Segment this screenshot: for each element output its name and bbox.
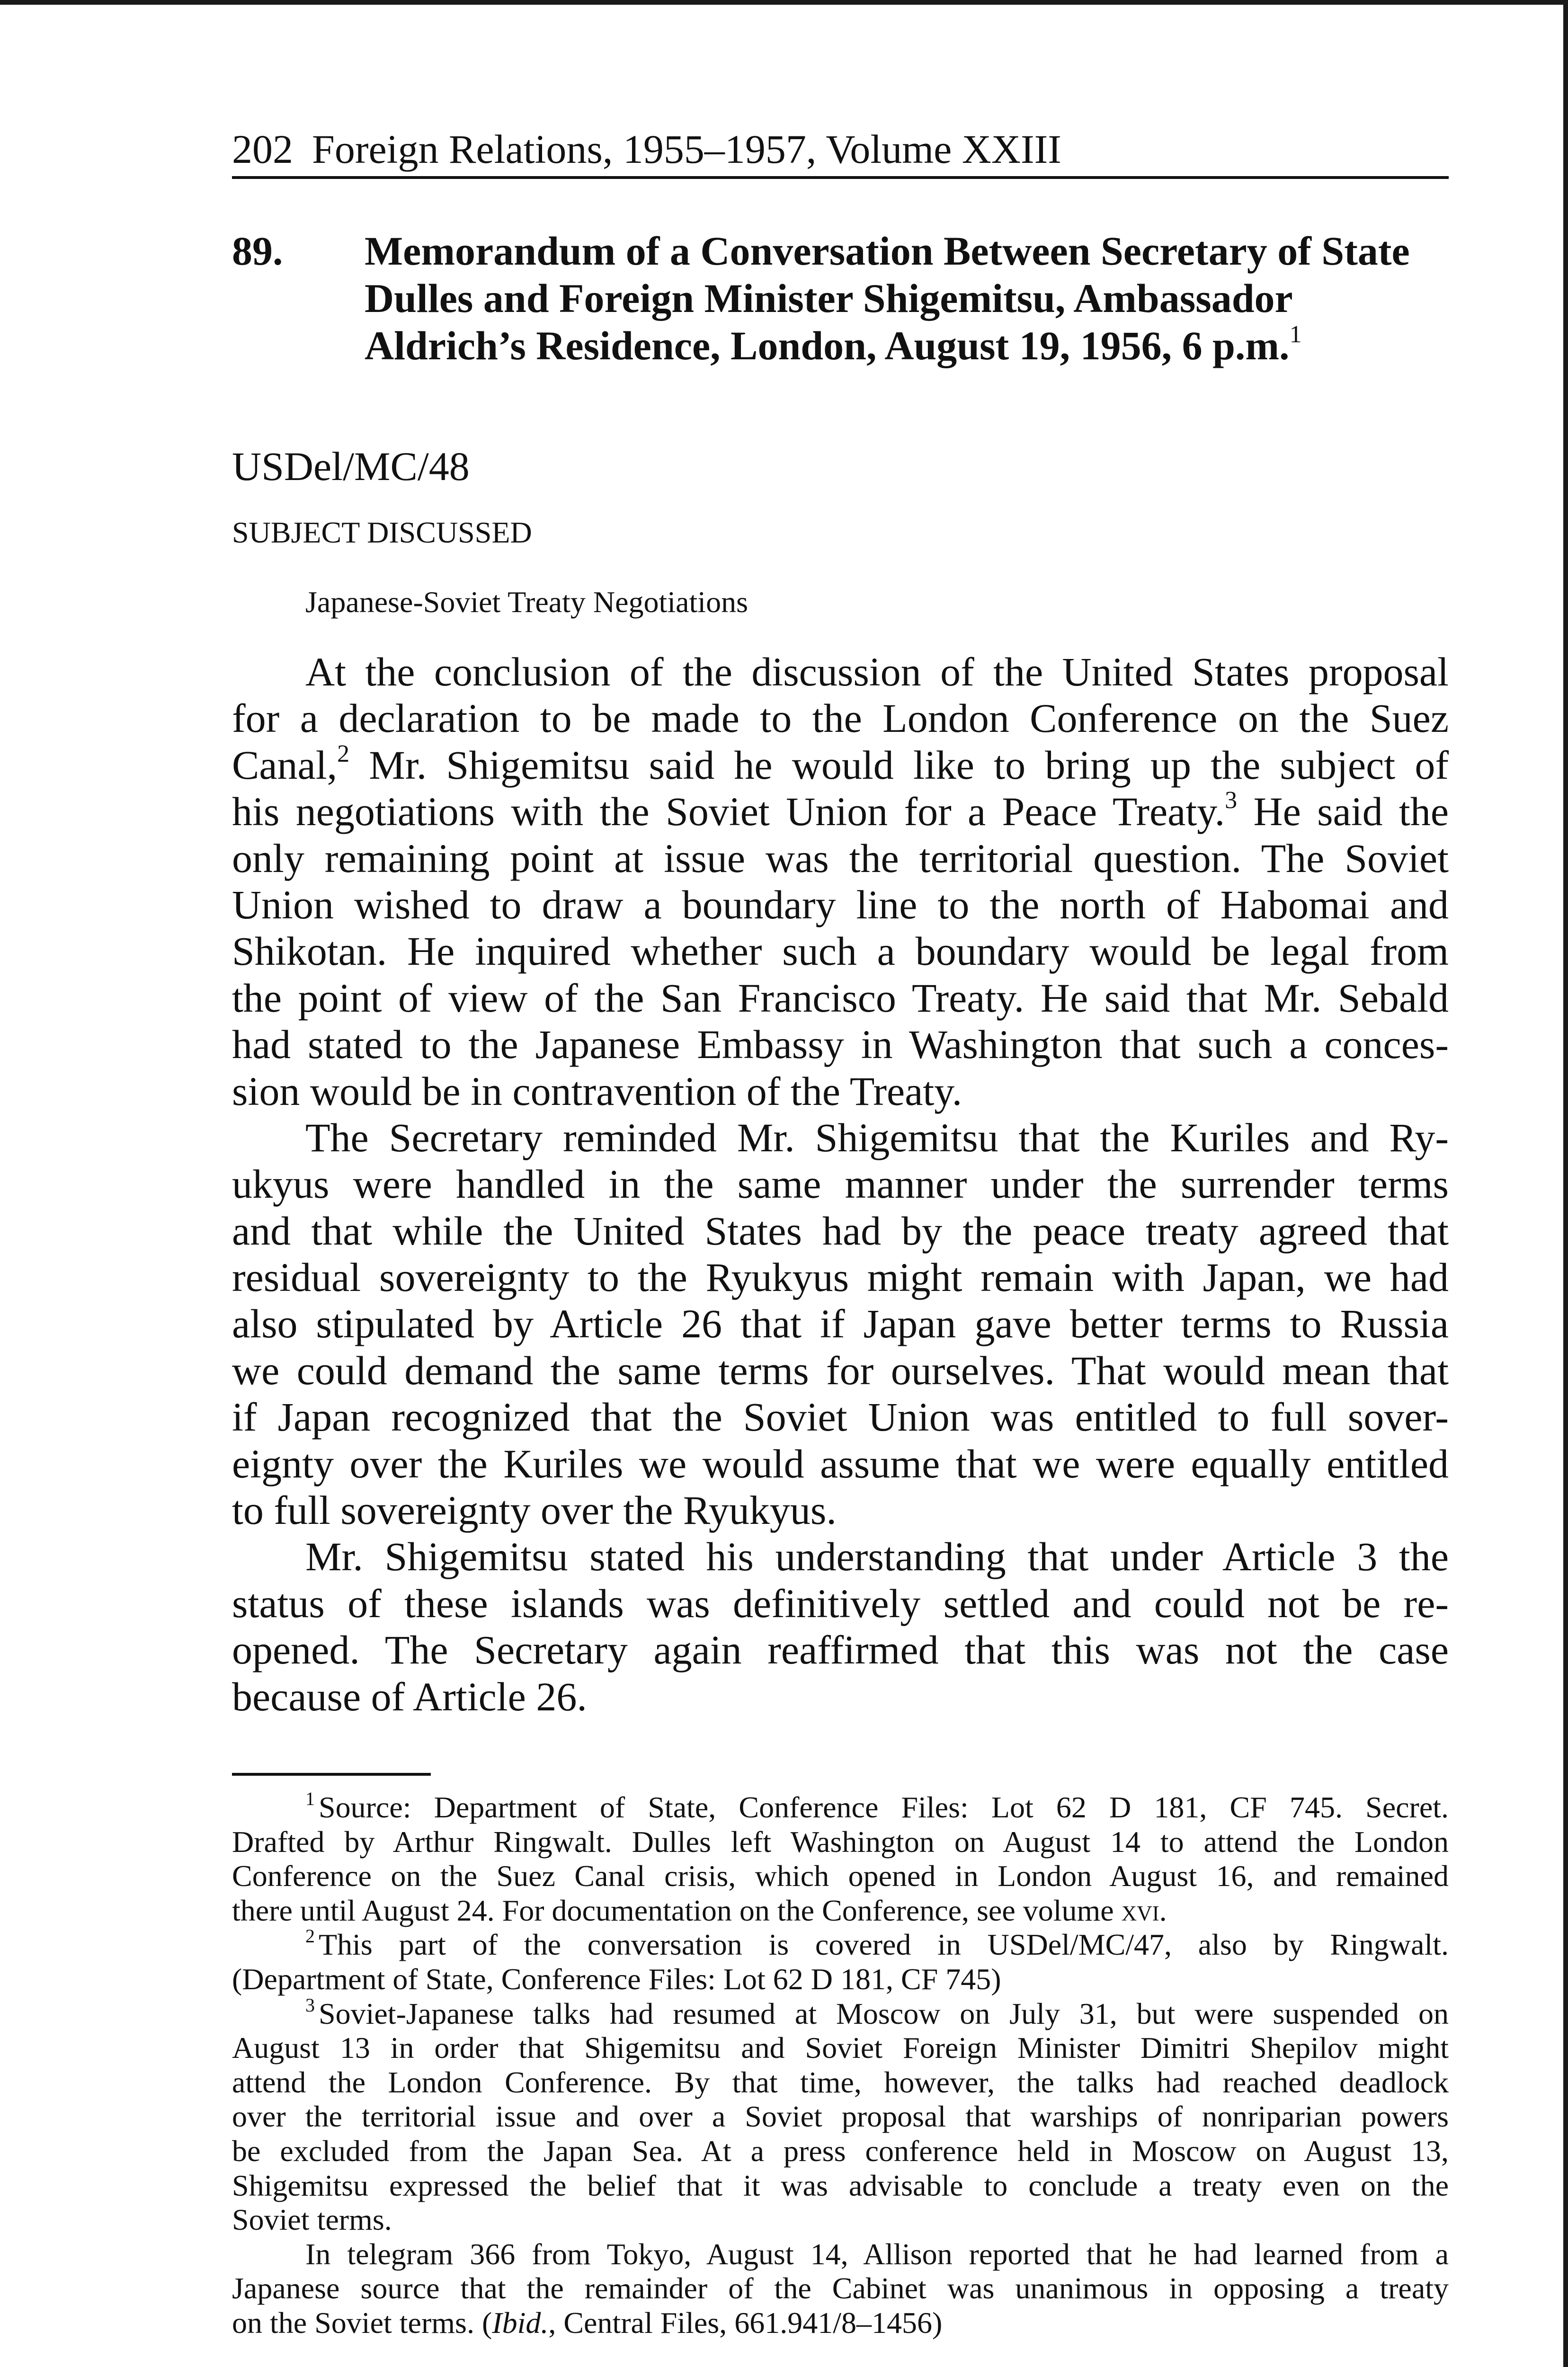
footnote-line: Soviet terms. [232, 2203, 392, 2237]
footnote-line: Shigemitsu expressed the belief that it was advisable to conclude a treaty even on the [232, 2168, 1449, 2202]
body-line: Shikotan. He inquired whether such a boundary would be legal from [232, 928, 1449, 974]
body-line: only remaining point at issue was the territorial question. The Soviet [232, 835, 1449, 881]
body-line: sion would be in contravention of the Treaty. [232, 1068, 962, 1114]
footnote-text: there until August 24. For documentation on the Conference, see volume [232, 1893, 1114, 1927]
title-line-text: Aldrich’s Residence, London, August 19, 1956, 6 p.m. [365, 323, 1290, 368]
footnote-line [232, 1928, 1449, 1962]
footnote-ref: 2 [337, 741, 350, 767]
body-line: to full sovereignty over the Ryukyus. [232, 1487, 837, 1533]
body-line: eignty over the Kuriles we would assume that we were equally entitled [232, 1441, 1449, 1486]
footnote-line [232, 2306, 1449, 2340]
footnote-line: In telegram 366 from Tokyo, August 14, Allison reported that he had learned from a [305, 2237, 1449, 2271]
body-line [232, 742, 1449, 788]
document-title [365, 227, 1453, 369]
scan-border-right [1563, 0, 1568, 2367]
footnote-text: This part of the conversation is covered in USDel/MC/47, also by Ringwalt. [319, 1928, 1449, 1962]
series-title: Foreign Relations, 1955–1957, Volume XXIII [312, 126, 1061, 172]
footnote-line [232, 1997, 1449, 2031]
footnote-line: August 13 in order that Shigemitsu and Soviet Foreign Minister Dimitri Shepilov might [232, 2031, 1449, 2065]
body-line: Union wished to draw a boundary line to the north of Habomai and [232, 881, 1449, 927]
footnote-line: over the territorial issue and over a Soviet proposal that warships of nonriparian powers [232, 2100, 1449, 2134]
body-text-run: his negotiations with the Soviet Union for a Peace Treaty. [232, 789, 1225, 835]
footnotes [232, 1790, 1449, 2340]
footnote-mark: 3 [305, 1996, 315, 2016]
body-line: if Japan recognized that the Soviet Union was entitled to full sover- [232, 1394, 1449, 1440]
page-number: 202 [232, 126, 293, 172]
footnote-line: Japanese source that the remainder of the Cabinet was unanimous in opposing a treaty [232, 2271, 1449, 2305]
document-number: 89. [232, 228, 283, 274]
scan-border-top [0, 0, 1568, 5]
footnote-line [232, 1894, 1449, 1928]
volume-numeral: xvi. [1121, 1893, 1167, 1927]
body-line [232, 788, 1449, 835]
subject-label: SUBJECT DISCUSSED [232, 516, 532, 549]
footnote-text: Soviet-Japanese talks had resumed at Moscow on July 31, but were suspended on [319, 1996, 1449, 2030]
footnote-line: (Department of State, Conference Files: Lot 62 D 181, CF 745) [232, 1962, 1001, 1996]
subject-value: Japanese-Soviet Treaty Negotiations [305, 585, 748, 619]
footnote-line: attend the London Conference. By that time, however, the talks had reached deadlock [232, 2065, 1449, 2099]
body-line: had stated to the Japanese Embassy in Washington that such a conces- [232, 1022, 1449, 1068]
body-line: because of Article 26. [232, 1673, 587, 1719]
footnote-mark: 2 [305, 1928, 315, 1947]
footnote-text: on the Soviet terms. ( [232, 2305, 492, 2340]
footnote-mark: 1 [305, 1790, 315, 1809]
header-rule [232, 176, 1449, 179]
footnote-line: Drafted by Arthur Ringwalt. Dulles left Washington on August 14 to attend the London [232, 1824, 1449, 1859]
body-line: status of these islands was definitively settled and could not be re- [232, 1580, 1449, 1626]
footnote-ref: 3 [1225, 788, 1238, 814]
body-text-run: Mr. Shigemitsu said he would like to bring up the subject of [369, 742, 1449, 788]
body-line: the point of view of the San Francisco Treaty. He said that Mr. Sebald [232, 975, 1449, 1021]
title-line: Dulles and Foreign Minister Shigemitsu, Ambassador [365, 276, 1293, 321]
title-line: Memorandum of a Conversation Between Secretary of State [365, 228, 1410, 274]
usdel-code: USDel/MC/48 [232, 444, 470, 489]
body-line: At the conclusion of the discussion of the United States proposal [305, 649, 1449, 694]
footnote-text: Source: Department of State, Conference Files: Lot 62 D 181, CF 745. Secret. [319, 1790, 1449, 1824]
running-head [232, 121, 1449, 178]
body-line: Mr. Shigemitsu stated his understanding that under Article 3 the [305, 1534, 1449, 1580]
body-line: The Secretary reminded Mr. Shigemitsu that the Kuriles and Ry- [305, 1114, 1449, 1160]
body-line: opened. The Secretary again reaffirmed that this was not the case [232, 1627, 1449, 1673]
body-line: we could demand the same terms for ourselves. That would mean that [232, 1347, 1449, 1393]
footnote-ref: 1 [1289, 321, 1302, 348]
body-text-run: He said the [1253, 789, 1449, 835]
footnote-rule [232, 1773, 431, 1776]
footnote-text: , Central Files, 661.941/8–1456) [548, 2305, 943, 2340]
body-line: also stipulated by Article 26 that if Japan gave better terms to Russia [232, 1301, 1449, 1347]
ibid-citation: Ibid. [492, 2305, 549, 2340]
body-text [232, 649, 1449, 1720]
body-line: for a declaration to be made to the London Conference on the Suez [232, 695, 1449, 741]
body-line: and that while the United States had by the peace treaty agreed that [232, 1208, 1449, 1254]
footnote-line: be excluded from the Japan Sea. At a press conference held in Moscow on August 13, [232, 2134, 1449, 2168]
body-text-run: Canal, [232, 742, 338, 788]
title-line [365, 322, 1453, 369]
body-line: residual sovereignty to the Ryukyus might remain with Japan, we had [232, 1255, 1449, 1300]
footnote-line [232, 1790, 1449, 1825]
footnote-line: Conference on the Suez Canal crisis, which opened in London August 16, and remained [232, 1859, 1449, 1893]
body-line: ukyus were handled in the same manner under the surrender terms [232, 1161, 1449, 1207]
